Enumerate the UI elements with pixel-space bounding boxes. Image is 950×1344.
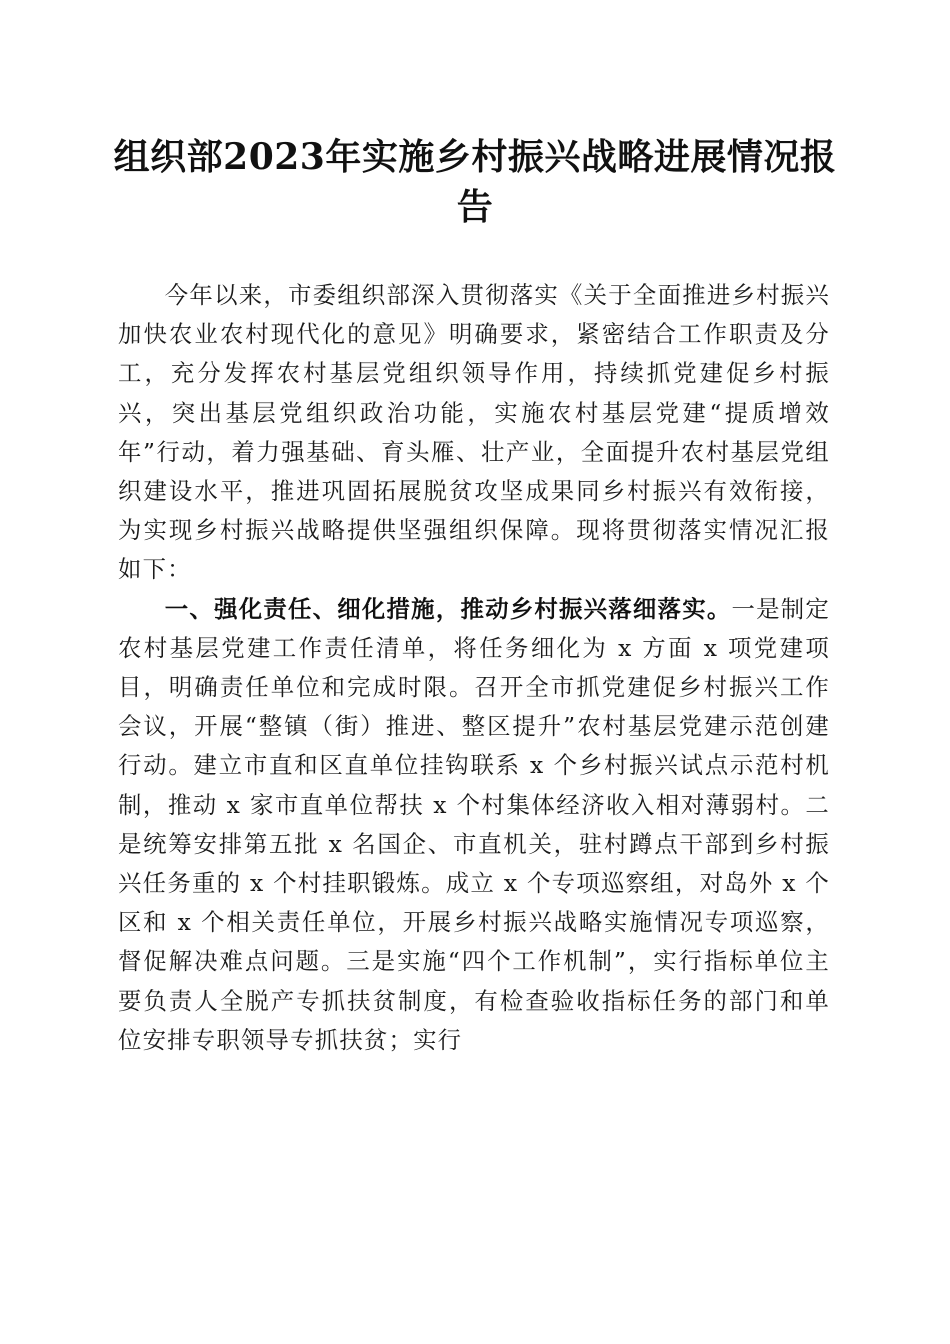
section-one-paragraph (118, 590, 830, 1060)
intro-paragraph: 今年以来，市委组织部深入贯彻落实《关于全面推进乡村振兴加快农业农村现代化的意见》明确要求，紧密结合工作职责及分工，充分发挥农村基层党组织领导作用，持续抓党建促乡村振兴，突出基层党组织政治功能，实施农村基层党建“提质增效年”行动，着力强基础、育头雁、壮产业，全面提升农村基层党组织建设水平，推进巩固拓展脱贫攻坚成果同乡村振兴有效衔接，为实现乡村振兴战略提供坚强组织保障。现将贯彻落实情况汇报如下： (118, 281, 830, 584)
document-title: 组织部2023年实施乡村振兴战略进展情况报告 (113, 136, 837, 228)
document-body (118, 276, 830, 1060)
section-one-heading: 一、强化责任、细化措施，推动乡村振兴落细落实。 (164, 594, 732, 623)
section-one-text: 一是制定农村基层党建工作责任清单，将任务细化为 x 方面 x 项党建项目，明确责任单位和完成时限。召开全市抓党建促乡村振兴工作会议，开展“整镇（街）推进、整区提升”农村基层党建示范创建行动。建立市直和区直单位挂钩联系 x 个乡村振兴试点示范村机制，推动 x 家市直单位帮扶 x 个村集体经济收入相对薄弱村。二是统筹安排第五批 x 名国企、市直机关，驻村蹲点干部到乡村振兴任务重的 x 个村挂职锻炼。成立 x 个专项巡察组，对岛外 x 个区和 x 个相关责任单位，开展乡村振兴战略实施情况专项巡察，督促解决难点问题。三是实施“四个工作机制”，实行指标单位主要负责人全脱产专抓扶贫制度，有检查验收指标任务的部门和单位安排专职领导专抓扶贫；实行 (118, 594, 830, 1054)
